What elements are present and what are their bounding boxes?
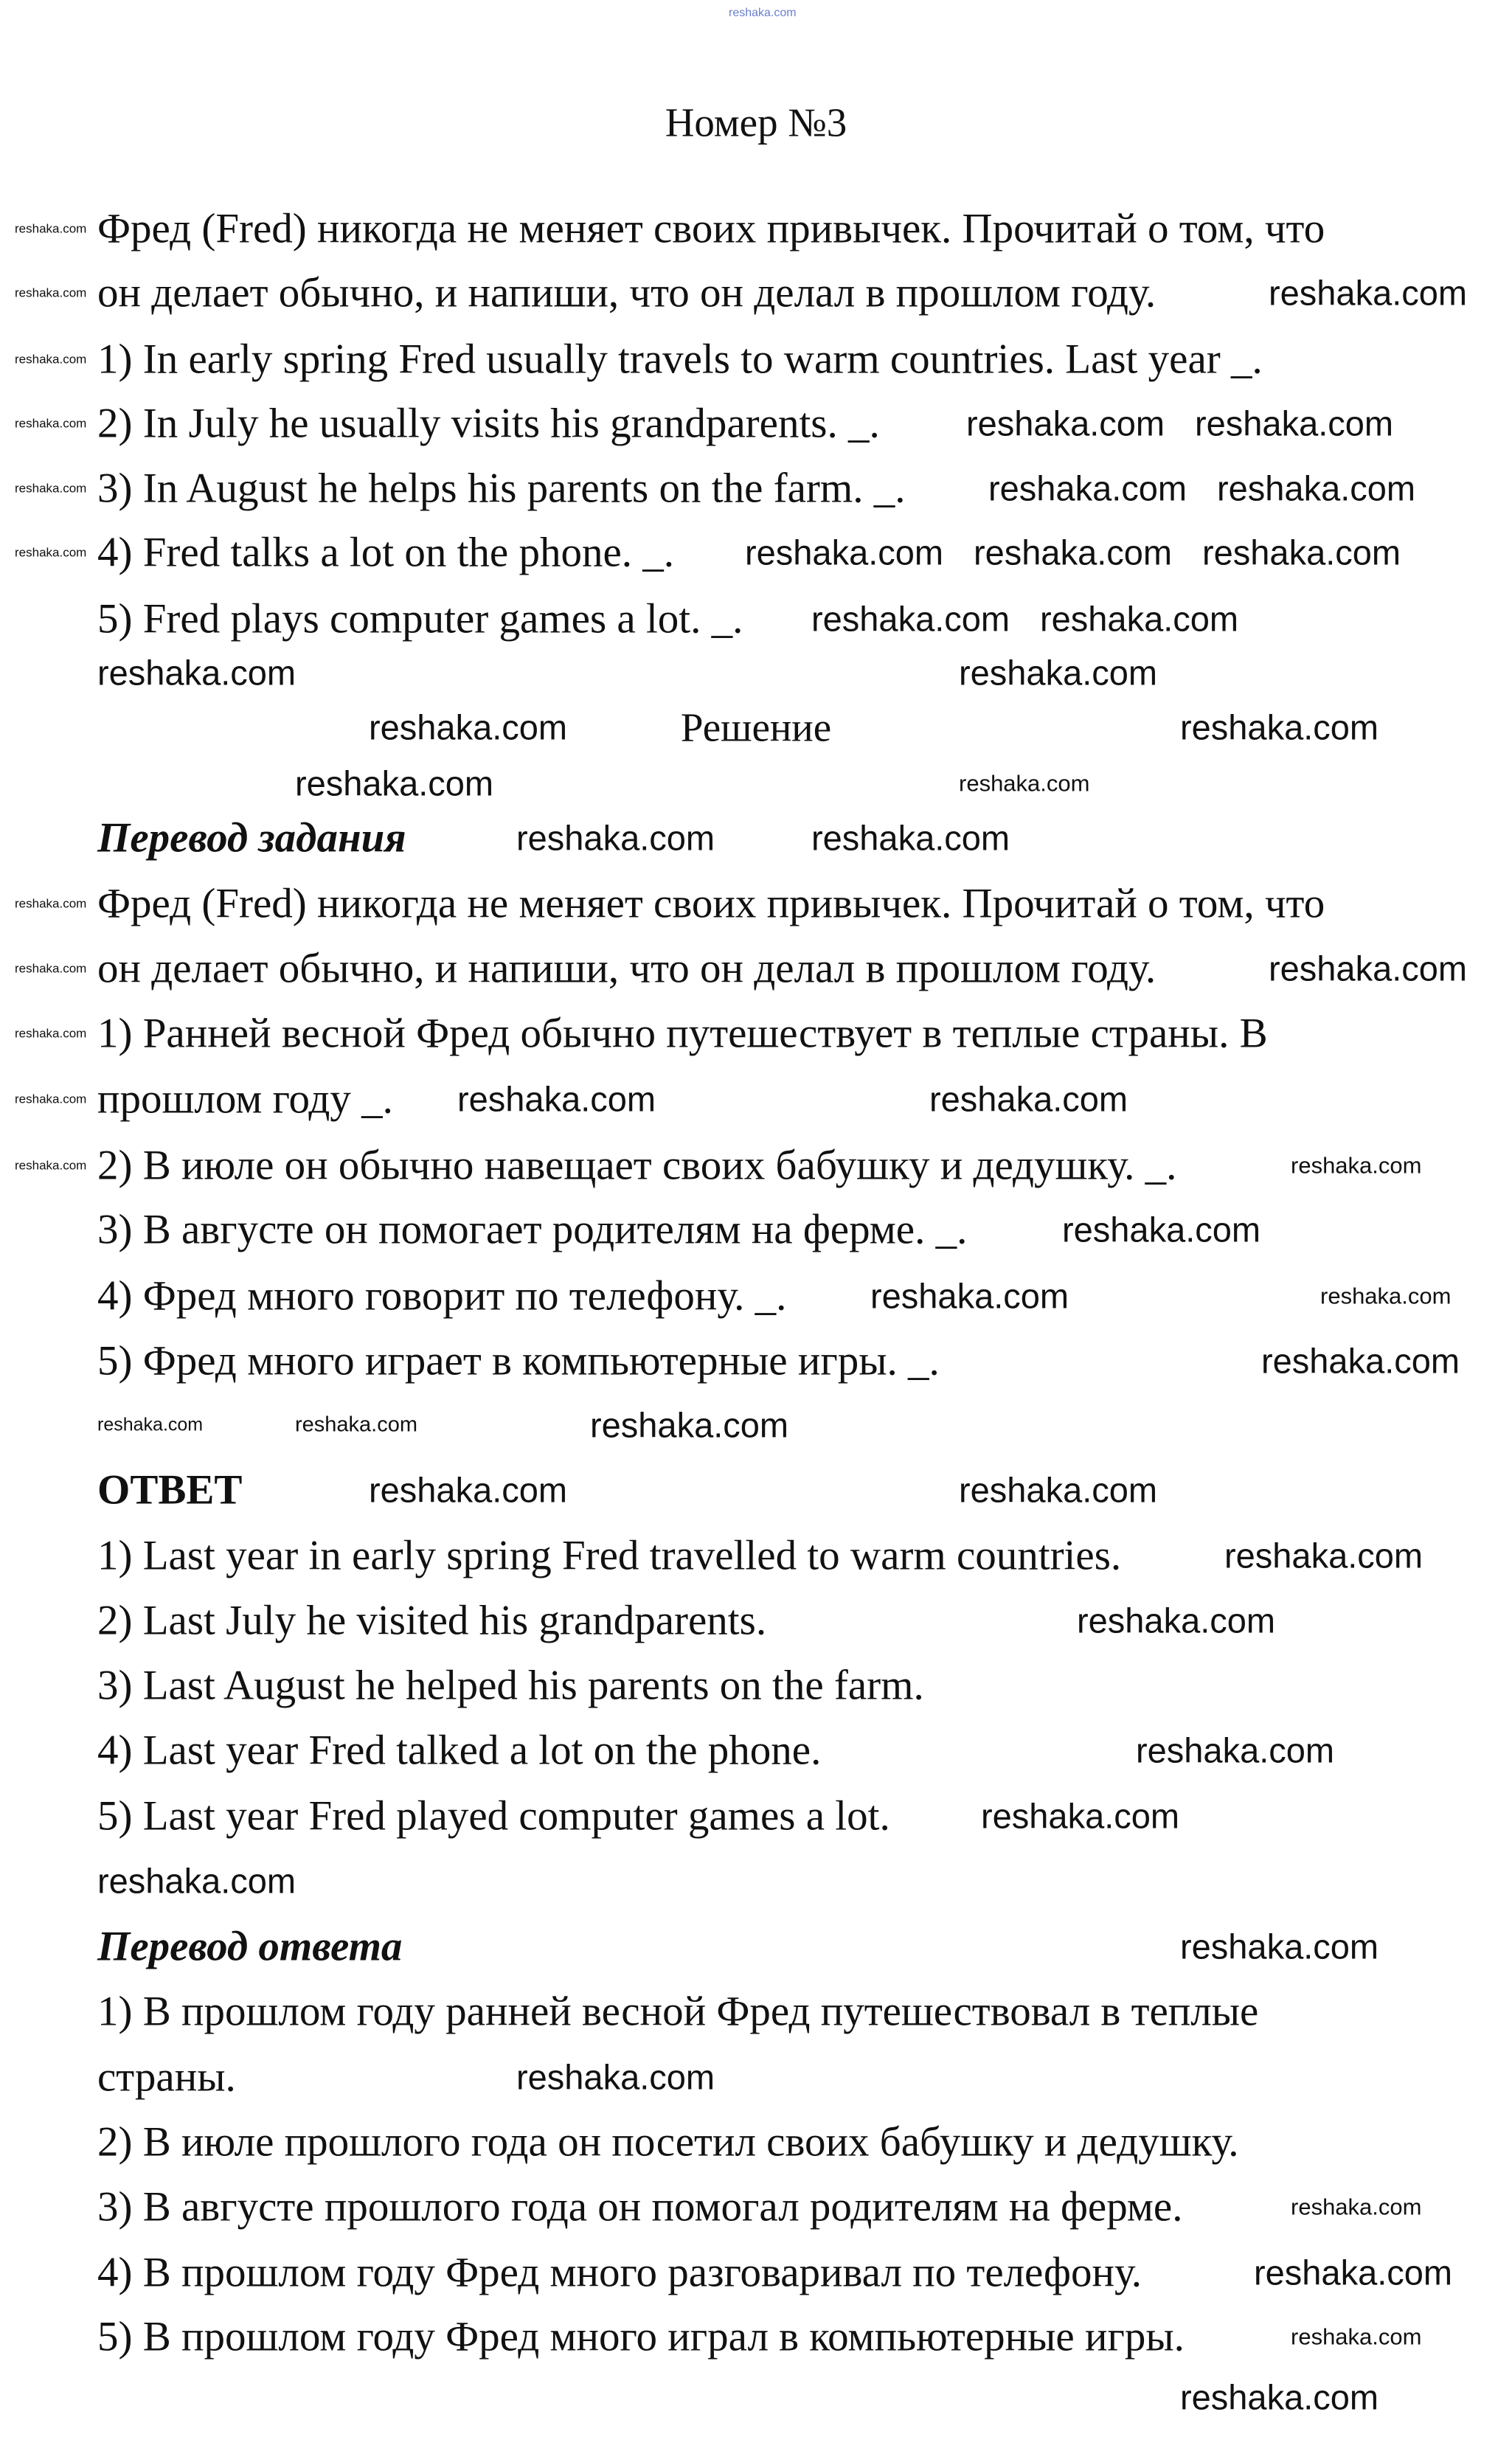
watermark: reshaka.com xyxy=(15,416,87,431)
watermark: reshaka.com xyxy=(1040,599,1239,639)
answer-line: 1) Last year in early spring Fred travelled to warm countries. xyxy=(97,1532,1122,1579)
watermark: reshaka.com xyxy=(15,1092,87,1106)
watermark: reshaka.com xyxy=(1180,1927,1379,1966)
watermark: reshaka.com xyxy=(369,707,568,747)
watermark: reshaka.com xyxy=(15,221,87,236)
watermark: reshaka.com xyxy=(15,961,87,976)
watermark: reshaka.com xyxy=(988,468,1187,508)
task-translation-line: он делает обычно, и напиши, что он делал в прошлом году. xyxy=(97,945,1156,992)
watermark: reshaka.com xyxy=(15,1026,87,1041)
watermark-top: reshaka.com xyxy=(729,7,797,19)
task-translation-line: прошлом году _. xyxy=(97,1075,393,1123)
task-line: 3) In August he helps his parents on the farm. _. xyxy=(97,465,906,512)
task-translation-line: Фред (Fred) никогда не меняет своих привычек. Прочитай о том, что xyxy=(97,880,1325,927)
task-line: 4) Fred talks a lot on the phone. _. xyxy=(97,529,675,576)
watermark: reshaka.com xyxy=(369,1470,568,1510)
watermark: reshaka.com xyxy=(1217,468,1416,508)
task-translation-line: 4) Фред много говорит по телефону. _. xyxy=(97,1272,787,1320)
watermark: reshaka.com xyxy=(15,481,87,496)
watermark: reshaka.com xyxy=(981,1796,1180,1836)
watermark: reshaka.com xyxy=(959,1470,1158,1510)
watermark: reshaka.com xyxy=(1136,1730,1335,1770)
watermark: reshaka.com xyxy=(97,653,296,693)
task-translation-line: 5) Фред много играет в компьютерные игры. _. xyxy=(97,1337,940,1384)
watermark: reshaka.com xyxy=(97,1414,204,1435)
answer-translation-line: 5) В прошлом году Фред много играл в компьютерные игры. xyxy=(97,2313,1185,2360)
watermark: reshaka.com xyxy=(295,763,494,803)
answer-translation-line: 4) В прошлом году Фред много разговаривал по телефону. xyxy=(97,2249,1142,2296)
watermark: reshaka.com xyxy=(1254,2253,1453,2292)
page-title: Номер №3 xyxy=(665,100,847,145)
watermark: reshaka.com xyxy=(15,896,87,911)
task-line: 5) Fred plays computer games a lot. _. xyxy=(97,595,743,642)
watermark: reshaka.com xyxy=(1269,273,1468,313)
watermark: reshaka.com xyxy=(1062,1210,1261,1249)
watermark: reshaka.com xyxy=(15,545,87,560)
solution-heading: Решение xyxy=(680,704,832,750)
watermark: reshaka.com xyxy=(1261,1341,1460,1381)
task-translation-heading: Перевод задания xyxy=(97,814,406,862)
watermark: reshaka.com xyxy=(870,1276,1069,1316)
task-line: 1) In early spring Fred usually travels to warm countries. Last year _. xyxy=(97,336,1263,383)
watermark: reshaka.com xyxy=(1202,533,1401,572)
answer-translation-line: 1) В прошлом году ранней весной Фред путешествовал в теплые xyxy=(97,1988,1259,2035)
watermark: reshaka.com xyxy=(1320,1283,1452,1309)
watermark: reshaka.com xyxy=(516,818,715,858)
answer-translation-line: 2) В июле прошлого года он посетил своих бабушку и дедушку. xyxy=(97,2118,1239,2166)
watermark: reshaka.com xyxy=(15,352,87,367)
watermark: reshaka.com xyxy=(1180,707,1379,747)
task-translation-line: 2) В июле он обычно навещает своих бабушку и дедушку. _. xyxy=(97,1142,1177,1189)
answer-translation-line: страны. xyxy=(97,2053,236,2101)
watermark: reshaka.com xyxy=(516,2057,715,2097)
watermark: reshaka.com xyxy=(974,533,1173,572)
watermark: reshaka.com xyxy=(966,403,1165,443)
answer-line: 3) Last August he helped his parents on the farm. xyxy=(97,1662,924,1709)
task-line: 2) In July he usually visits his grandparents. _. xyxy=(97,400,880,447)
watermark: reshaka.com xyxy=(15,1158,87,1173)
task-line: Фред (Fred) никогда не меняет своих привычек. Прочитай о том, что xyxy=(97,205,1325,252)
watermark: reshaka.com xyxy=(295,1412,418,1437)
answer-heading: ОТВЕТ xyxy=(97,1466,243,1514)
watermark: reshaka.com xyxy=(15,285,87,300)
answer-translation-heading: Перевод ответа xyxy=(97,1923,403,1970)
watermark: reshaka.com xyxy=(1224,1536,1423,1575)
watermark: reshaka.com xyxy=(959,770,1090,797)
watermark: reshaka.com xyxy=(1291,2323,1422,2350)
watermark: reshaka.com xyxy=(1195,403,1394,443)
watermark: reshaka.com xyxy=(929,1079,1128,1119)
watermark: reshaka.com xyxy=(1269,949,1468,988)
answer-translation-line: 3) В августе прошлого года он помогал родителям на ферме. xyxy=(97,2183,1183,2230)
watermark: reshaka.com xyxy=(811,599,1010,639)
answer-line: 4) Last year Fred talked a lot on the phone. xyxy=(97,1727,822,1774)
watermark: reshaka.com xyxy=(745,533,944,572)
task-translation-line: 3) В августе он помогает родителям на ферме. _. xyxy=(97,1206,968,1253)
watermark: reshaka.com xyxy=(457,1079,656,1119)
watermark: reshaka.com xyxy=(1291,1152,1422,1179)
task-line: он делает обычно, и напиши, что он делал в прошлом году. xyxy=(97,269,1156,316)
watermark: reshaka.com xyxy=(1180,2377,1379,2417)
watermark: reshaka.com xyxy=(1291,2194,1422,2220)
answer-line: 2) Last July he visited his grandparents. xyxy=(97,1597,767,1644)
answer-line: 5) Last year Fred played computer games a lot. xyxy=(97,1792,890,1840)
watermark: reshaka.com xyxy=(97,1861,296,1901)
watermark: reshaka.com xyxy=(959,653,1158,693)
watermark: reshaka.com xyxy=(811,818,1010,858)
watermark: reshaka.com xyxy=(590,1405,789,1445)
watermark: reshaka.com xyxy=(1077,1601,1276,1640)
task-translation-line: 1) Ранней весной Фред обычно путешествует в теплые страны. В xyxy=(97,1010,1268,1057)
